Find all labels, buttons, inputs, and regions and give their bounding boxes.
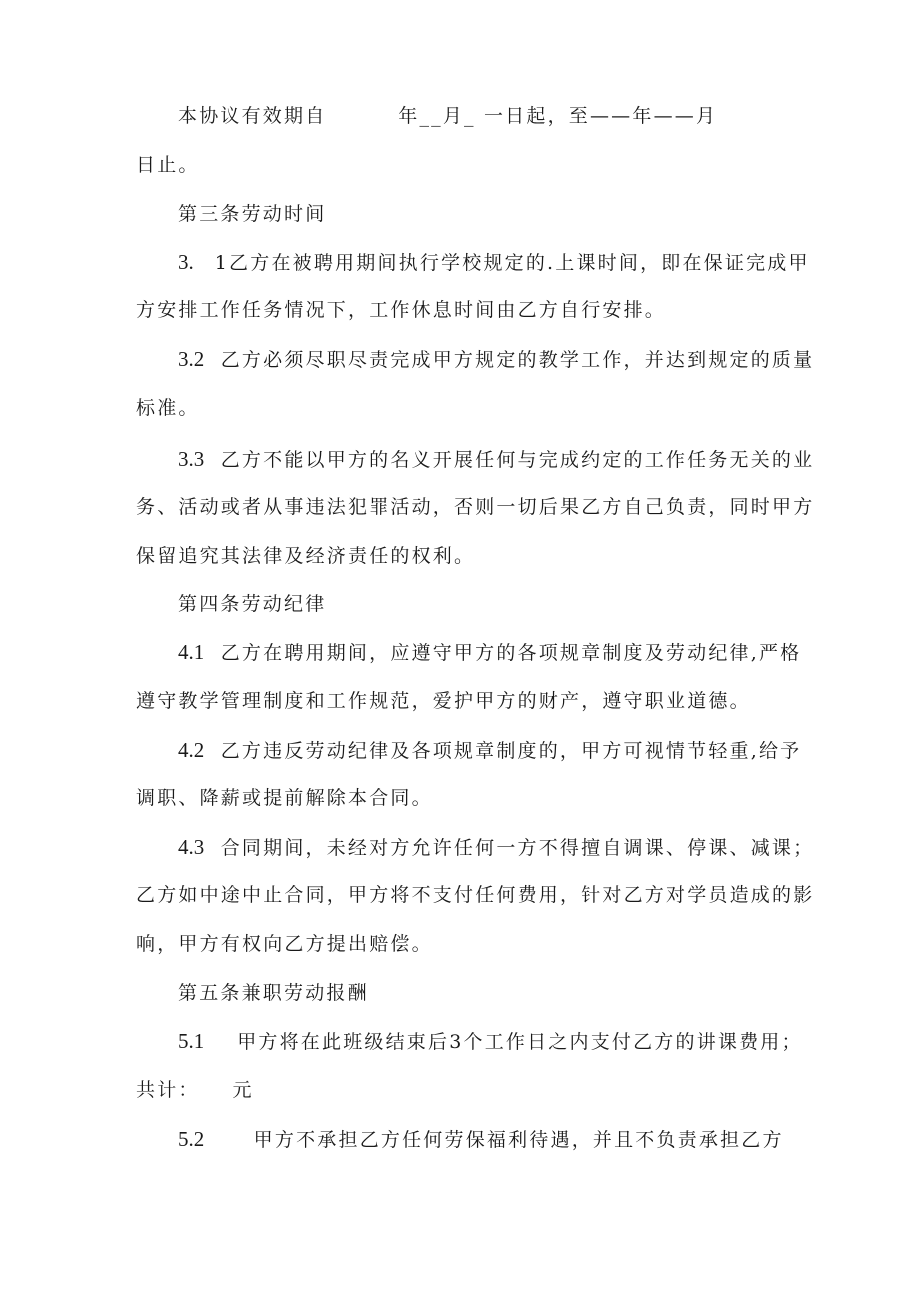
clause-line: 3.2 乙方必须尽职尽责完成甲方规定的教学工作，并达到规定的质量 — [178, 347, 815, 371]
clause-number: 3.3 — [178, 447, 205, 471]
clause-number: 5.2 — [178, 1127, 205, 1151]
text-line: 乙方如中途中止合同，甲方将不支付任何费用，针对乙方对学员造成的影 — [136, 884, 815, 906]
text-line: 本协议有效期自 年__月_ 一日起，至——年——月 — [178, 105, 718, 127]
clause-line: 4.2 乙方违反劳动纪律及各项规章制度的，甲方可视情节轻重,给予 — [178, 738, 802, 762]
clause-line: 3. 1乙方在被聘用期间执行学校规定的.上课时间，即在保证完成甲 — [178, 250, 810, 274]
text-line: 共计： 元 — [136, 1079, 254, 1101]
clause-number: 4.1 — [178, 640, 205, 664]
clause-line: 4.3 合同期间，未经对方允许任何一方不得擅自调课、停课、减课； — [178, 835, 815, 859]
clause-line: 5.1 甲方将在此班级结束后3个工作日之内支付乙方的讲课费用； — [178, 1029, 803, 1053]
text-line: 方安排工作任务情况下，工作休息时间由乙方自行安排。 — [136, 299, 667, 321]
text-line: 务、活动或者从事违法犯罪活动，否则一切后果乙方自己负责，同时甲方 — [136, 496, 815, 518]
section-heading: 第三条劳动时间 — [178, 203, 327, 225]
clause-line: 4.1 乙方在聘用期间，应遵守甲方的各项规章制度及劳动纪律,严格 — [178, 640, 802, 664]
clause-number: 3.2 — [178, 347, 205, 371]
text-line: 标准。 — [136, 397, 200, 419]
clause-number: 3. — [178, 250, 215, 274]
text-line: 日止。 — [136, 154, 200, 176]
text-line: 响，甲方有权向乙方提出赔偿。 — [136, 933, 433, 955]
text-line: 遵守教学管理制度和工作规范，爱护甲方的财产，遵守职业道德。 — [136, 690, 751, 712]
section-heading: 第五条兼职劳动报酬 — [178, 982, 369, 1004]
clause-number: 4.3 — [178, 835, 205, 859]
text-line: 调职、降薪或提前解除本合同。 — [136, 787, 433, 809]
clause-line: 5.2 甲方不承担乙方任何劳保福利待遇，并且不负责承担乙方 — [178, 1127, 784, 1151]
section-heading: 第四条劳动纪律 — [178, 593, 327, 615]
clause-number: 5.1 — [178, 1029, 205, 1053]
clause-line: 3.3 乙方不能以甲方的名义开展任何与完成约定的工作任务无关的业 — [178, 447, 815, 471]
clause-number: 4.2 — [178, 738, 205, 762]
text-line: 保留追究其法律及经济责任的权利。 — [136, 545, 476, 567]
